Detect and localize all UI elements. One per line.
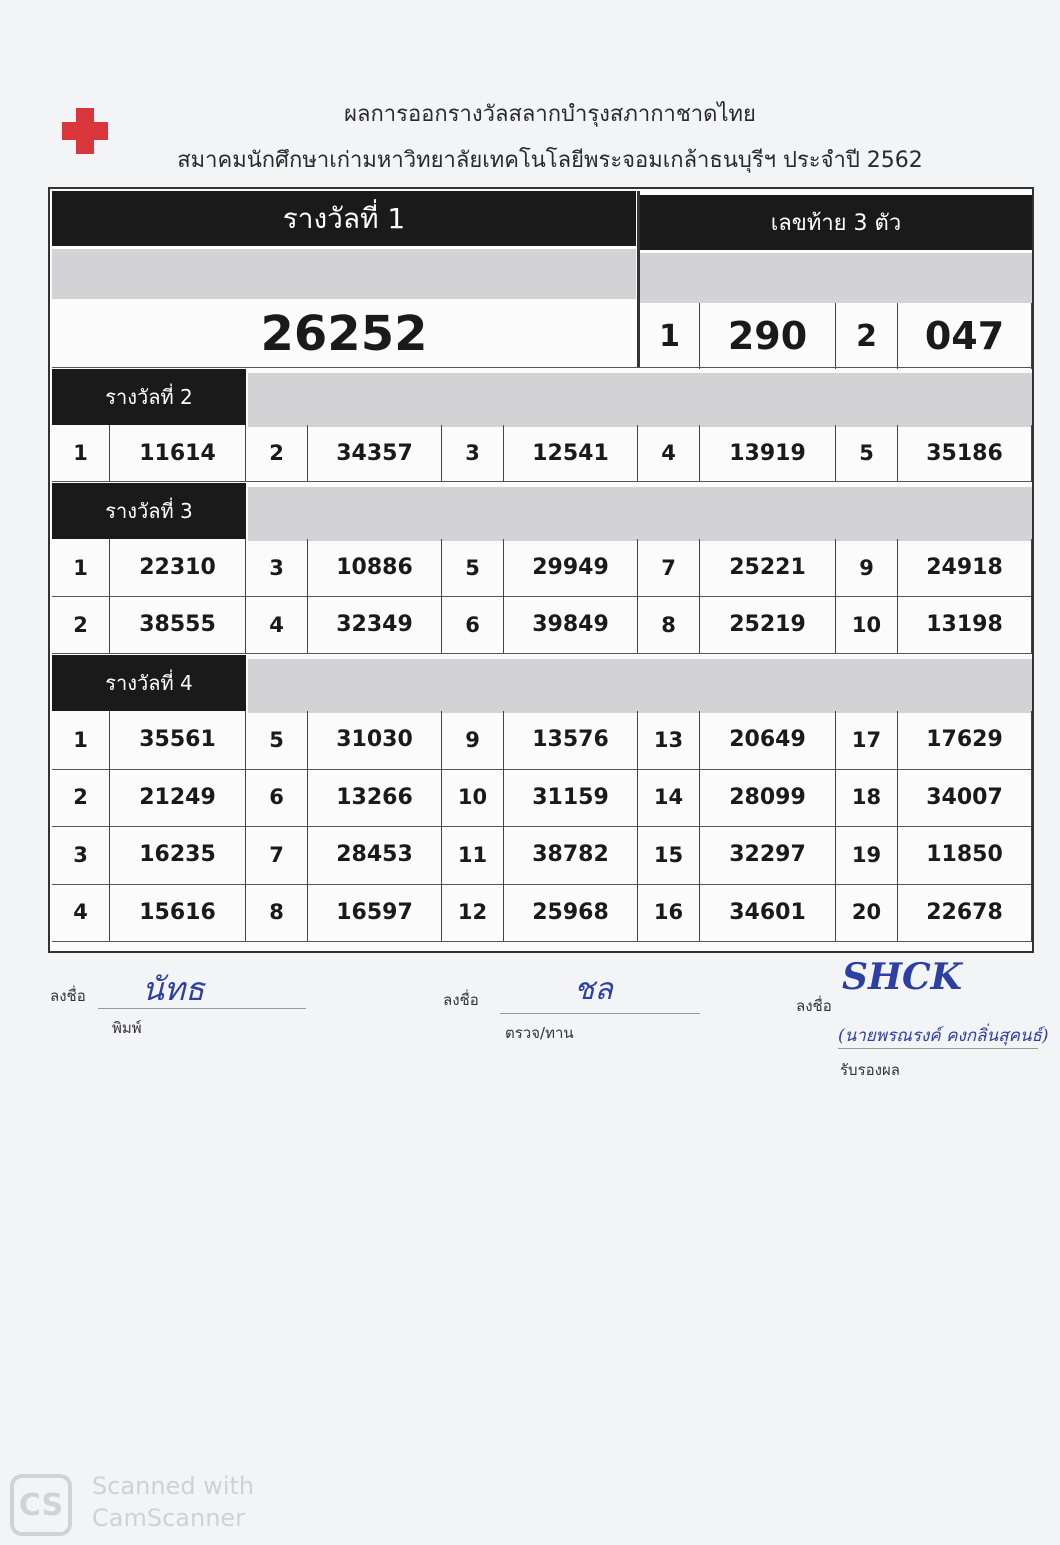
camscanner-logo-icon: CS (10, 1474, 72, 1536)
prize2-gray-band (248, 373, 1032, 427)
prize4-number: 21249 (110, 769, 246, 827)
red-cross-icon (62, 108, 108, 154)
prize4-index: 4 (52, 884, 110, 942)
prize4-index: 2 (52, 769, 110, 827)
prize3-index: 9 (836, 539, 898, 596)
prize4-number: 38782 (504, 826, 638, 884)
last3-index: 1 (640, 303, 700, 369)
signature-2: ชล (574, 972, 613, 1007)
prize4-index: 7 (246, 826, 308, 884)
prize4-number: 16235 (110, 826, 246, 884)
prize4-index: 18 (836, 769, 898, 827)
prize3-index: 7 (638, 539, 700, 596)
prize3-index: 8 (638, 596, 700, 653)
sign-line-2 (500, 1013, 700, 1014)
prize4-index: 13 (638, 711, 700, 769)
prize4-number: 17629 (898, 711, 1032, 769)
prize4-number: 34601 (700, 884, 836, 942)
prize4-index: 16 (638, 884, 700, 942)
prize4-index: 20 (836, 884, 898, 942)
prize2-number: 13919 (700, 425, 836, 481)
sign-line-3 (838, 1048, 1038, 1049)
prize4-number: 28099 (700, 769, 836, 827)
row-divider (52, 653, 1032, 654)
prize2-number: 34357 (308, 425, 442, 481)
prize2-index: 2 (246, 425, 308, 481)
prize4-index: 5 (246, 711, 308, 769)
prize4-gray-band (248, 659, 1032, 713)
sign-line-1 (98, 1008, 306, 1009)
role-check: ตรวจ/ทาน (505, 1024, 574, 1042)
signature-3: SHCK (842, 956, 962, 998)
prize3-number: 24918 (898, 539, 1032, 596)
prize3-number: 22310 (110, 539, 246, 596)
prize2-number: 35186 (898, 425, 1032, 481)
prize3-index: 4 (246, 596, 308, 653)
prize2-number: 12541 (504, 425, 638, 481)
prize1-number: 26252 (260, 306, 428, 362)
prize4-index: 6 (246, 769, 308, 827)
prize2-index: 1 (52, 425, 110, 481)
last3-number: 290 (700, 303, 836, 369)
sign-label-3: ลงชื่อ (796, 997, 832, 1015)
prize3-index: 6 (442, 596, 504, 653)
prize4-number: 31030 (308, 711, 442, 769)
prize3-number: 13198 (898, 596, 1032, 653)
prize3-gray-band (248, 487, 1032, 541)
prize4-number: 25968 (504, 884, 638, 942)
last3-number: 047 (898, 303, 1032, 369)
row-divider (52, 481, 1032, 482)
prize4-number: 13576 (504, 711, 638, 769)
prize4-number: 20649 (700, 711, 836, 769)
role-certify: รับรองผล (840, 1061, 900, 1079)
prize4-index: 10 (442, 769, 504, 827)
prize4-number: 16597 (308, 884, 442, 942)
prize4-index: 11 (442, 826, 504, 884)
prize4-index: 12 (442, 884, 504, 942)
prize4-index: 8 (246, 884, 308, 942)
prize4-index: 19 (836, 826, 898, 884)
prize3-index: 2 (52, 596, 110, 653)
prize3-header: รางวัลที่ 3 (52, 483, 246, 539)
results-table (48, 187, 1034, 953)
last3-index: 2 (836, 303, 898, 369)
prize4-number: 32297 (700, 826, 836, 884)
prize2-header: รางวัลที่ 2 (52, 369, 246, 425)
prize3-number: 39849 (504, 596, 638, 653)
certifier-name: (นายพรณรงค์ คงกลิ่นสุคนธ์) (838, 1026, 1049, 1046)
prize3-number: 10886 (308, 539, 442, 596)
last3-gray-band (640, 253, 1032, 303)
prize3-index: 10 (836, 596, 898, 653)
prize2-index: 4 (638, 425, 700, 481)
prize3-number: 38555 (110, 596, 246, 653)
prize2-number: 11614 (110, 425, 246, 481)
prize4-index: 9 (442, 711, 504, 769)
prize4-number: 22678 (898, 884, 1032, 942)
sign-label-1: ลงชื่อ (50, 987, 86, 1005)
prize4-number: 28453 (308, 826, 442, 884)
document-title: ผลการออกรางวัลสลากบำรุงสภากาชาดไทย (344, 102, 756, 127)
prize1-header: รางวัลที่ 1 (52, 191, 636, 246)
prize4-index: 1 (52, 711, 110, 769)
last3-header: เลขท้าย 3 ตัว (640, 195, 1032, 250)
row-divider (52, 941, 1032, 942)
signature-1: นัทธ (142, 970, 205, 1008)
prize2-index: 5 (836, 425, 898, 481)
prize3-number: 25219 (700, 596, 836, 653)
prize3-index: 3 (246, 539, 308, 596)
prize4-index: 14 (638, 769, 700, 827)
prize4-index: 17 (836, 711, 898, 769)
prize3-index: 1 (52, 539, 110, 596)
prize4-number: 13266 (308, 769, 442, 827)
role-print: พิมพ์ (112, 1019, 142, 1037)
prize4-number: 15616 (110, 884, 246, 942)
row-divider (52, 367, 1032, 368)
document-subtitle: สมาคมนักศึกษาเก่ามหาวิทยาลัยเทคโนโลยีพระจอมเกล้าธนบุรีฯ ประจำปี 2562 (177, 148, 923, 173)
prize4-number: 31159 (504, 769, 638, 827)
prize4-header: รางวัลที่ 4 (52, 655, 246, 711)
prize4-number: 11850 (898, 826, 1032, 884)
watermark-text: Scanned with CamScanner (92, 1472, 255, 1532)
camscanner-watermark (10, 1470, 310, 1540)
sign-label-2: ลงชื่อ (443, 991, 479, 1009)
prize3-number: 32349 (308, 596, 442, 653)
prize4-number: 34007 (898, 769, 1032, 827)
prize4-index: 3 (52, 826, 110, 884)
prize2-index: 3 (442, 425, 504, 481)
prize1-gray-band (52, 249, 636, 299)
prize4-index: 15 (638, 826, 700, 884)
prize3-index: 5 (442, 539, 504, 596)
prize3-number: 29949 (504, 539, 638, 596)
prize3-number: 25221 (700, 539, 836, 596)
prize4-number: 35561 (110, 711, 246, 769)
